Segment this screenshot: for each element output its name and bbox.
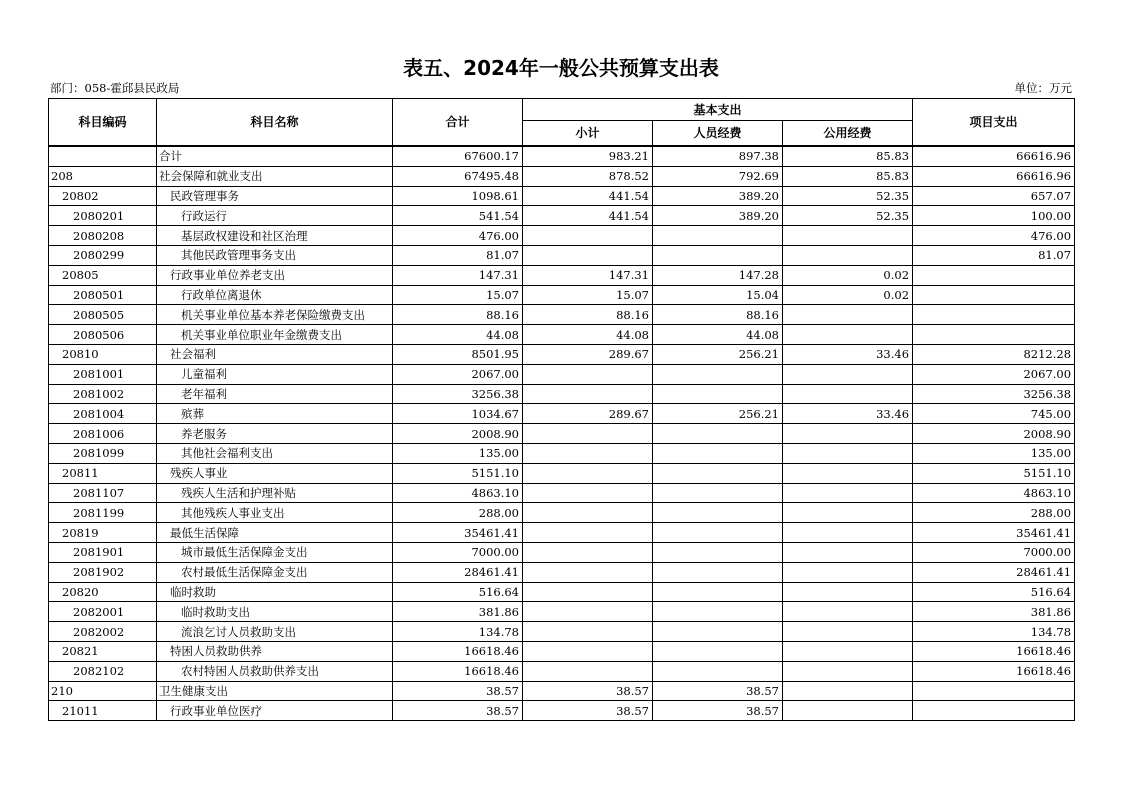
cell-project: 66616.96: [913, 146, 1075, 166]
cell-name: 合计: [157, 146, 393, 166]
cell-personnel: [653, 641, 783, 661]
cell-code: 2080201: [49, 206, 157, 226]
cell-subtotal: [523, 562, 653, 582]
table-row: [49, 681, 1075, 701]
cell-subtotal: 38.57: [523, 701, 653, 721]
table-row: [49, 325, 1075, 345]
cell-total: 67600.17: [393, 146, 523, 166]
cell-personnel: [653, 661, 783, 681]
cell-total: 88.16: [393, 305, 523, 325]
cell-subtotal: 878.52: [523, 166, 653, 186]
cell-public: 33.46: [783, 344, 913, 364]
cell-code: 2080208: [49, 226, 157, 246]
cell-project: 81.07: [913, 245, 1075, 265]
cell-subtotal: 289.67: [523, 344, 653, 364]
cell-public: [783, 523, 913, 543]
cell-project: 135.00: [913, 443, 1075, 463]
cell-personnel: 389.20: [653, 186, 783, 206]
page-title: 表五、2024年一般公共预算支出表: [403, 56, 719, 80]
cell-code: 2082001: [49, 602, 157, 622]
cell-subtotal: 38.57: [523, 681, 653, 701]
cell-code: 2081099: [49, 443, 157, 463]
cell-project: 134.78: [913, 622, 1075, 642]
cell-project: 657.07: [913, 186, 1075, 206]
table-row: [49, 146, 1075, 166]
cell-personnel: [653, 542, 783, 562]
cell-personnel: 256.21: [653, 344, 783, 364]
cell-public: [783, 384, 913, 404]
cell-total: 7000.00: [393, 542, 523, 562]
cell-subtotal: [523, 602, 653, 622]
cell-total: 288.00: [393, 503, 523, 523]
header-name: 科目名称: [157, 99, 393, 147]
cell-project: 2008.90: [913, 424, 1075, 444]
table-row: [49, 582, 1075, 602]
cell-name: 儿童福利: [157, 364, 393, 384]
cell-personnel: 256.21: [653, 404, 783, 424]
cell-personnel: 88.16: [653, 305, 783, 325]
cell-total: 8501.95: [393, 344, 523, 364]
cell-name: 社会保障和就业支出: [157, 166, 393, 186]
cell-public: [783, 602, 913, 622]
cell-subtotal: [523, 463, 653, 483]
cell-name: 民政管理事务: [157, 186, 393, 206]
cell-project: 28461.41: [913, 562, 1075, 582]
cell-total: 2067.00: [393, 364, 523, 384]
cell-total: 541.54: [393, 206, 523, 226]
cell-name: 残疾人生活和护理补贴: [157, 483, 393, 503]
cell-project: [913, 325, 1075, 345]
cell-code: 2081001: [49, 364, 157, 384]
cell-name: 其他残疾人事业支出: [157, 503, 393, 523]
cell-subtotal: 15.07: [523, 285, 653, 305]
header-basic: 基本支出: [523, 99, 913, 121]
cell-code: 208: [49, 166, 157, 186]
cell-project: [913, 305, 1075, 325]
cell-total: 35461.41: [393, 523, 523, 543]
cell-name: 行政事业单位医疗: [157, 701, 393, 721]
cell-subtotal: [523, 661, 653, 681]
cell-public: [783, 661, 913, 681]
cell-name: 卫生健康支出: [157, 681, 393, 701]
cell-code: 2081901: [49, 542, 157, 562]
table-row: [49, 503, 1075, 523]
cell-subtotal: 441.54: [523, 186, 653, 206]
cell-personnel: [653, 503, 783, 523]
cell-public: 33.46: [783, 404, 913, 424]
cell-subtotal: [523, 443, 653, 463]
table-row: [49, 384, 1075, 404]
cell-project: 35461.41: [913, 523, 1075, 543]
cell-name: 残疾人事业: [157, 463, 393, 483]
cell-project: 288.00: [913, 503, 1075, 523]
cell-subtotal: [523, 523, 653, 543]
table-row: [49, 562, 1075, 582]
cell-name: 行政运行: [157, 206, 393, 226]
table-row: [49, 344, 1075, 364]
cell-total: 44.08: [393, 325, 523, 345]
cell-personnel: [653, 245, 783, 265]
cell-subtotal: [523, 503, 653, 523]
cell-project: 476.00: [913, 226, 1075, 246]
cell-name: 流浪乞讨人员救助支出: [157, 622, 393, 642]
table-row: [49, 186, 1075, 206]
cell-name: 行政单位离退休: [157, 285, 393, 305]
cell-personnel: [653, 602, 783, 622]
cell-total: 16618.46: [393, 661, 523, 681]
cell-public: [783, 443, 913, 463]
cell-project: 381.86: [913, 602, 1075, 622]
cell-personnel: [653, 443, 783, 463]
cell-project: 8212.28: [913, 344, 1075, 364]
cell-project: 16618.46: [913, 661, 1075, 681]
cell-name: 特困人员救助供养: [157, 641, 393, 661]
cell-code: 2080299: [49, 245, 157, 265]
cell-public: [783, 582, 913, 602]
cell-personnel: 792.69: [653, 166, 783, 186]
cell-public: [783, 701, 913, 721]
cell-personnel: 44.08: [653, 325, 783, 345]
cell-public: [783, 245, 913, 265]
cell-public: [783, 305, 913, 325]
cell-personnel: 389.20: [653, 206, 783, 226]
cell-project: [913, 701, 1075, 721]
cell-total: 134.78: [393, 622, 523, 642]
table-row: [49, 661, 1075, 681]
budget-table: [48, 98, 1075, 721]
table-row: [49, 226, 1075, 246]
header-total: 合计: [393, 99, 523, 147]
unit-label: 单位：万元: [1014, 81, 1072, 95]
cell-project: 7000.00: [913, 542, 1075, 562]
cell-total: 38.57: [393, 681, 523, 701]
cell-code: 2082102: [49, 661, 157, 681]
table-row: [49, 166, 1075, 186]
cell-public: [783, 226, 913, 246]
cell-subtotal: 441.54: [523, 206, 653, 226]
cell-public: [783, 542, 913, 562]
cell-code: 2081902: [49, 562, 157, 582]
cell-public: 0.02: [783, 285, 913, 305]
cell-public: [783, 641, 913, 661]
cell-code: 2080506: [49, 325, 157, 345]
cell-subtotal: 147.31: [523, 265, 653, 285]
table-body: [49, 146, 1075, 721]
cell-name: 养老服务: [157, 424, 393, 444]
cell-public: 85.83: [783, 166, 913, 186]
cell-code: 2081004: [49, 404, 157, 424]
table-row: [49, 404, 1075, 424]
table-row: [49, 622, 1075, 642]
cell-project: 3256.38: [913, 384, 1075, 404]
cell-total: 38.57: [393, 701, 523, 721]
cell-code: 2081002: [49, 384, 157, 404]
cell-total: 81.07: [393, 245, 523, 265]
cell-code: 20810: [49, 344, 157, 364]
table-row: [49, 206, 1075, 226]
cell-subtotal: [523, 542, 653, 562]
cell-total: 135.00: [393, 443, 523, 463]
cell-personnel: [653, 483, 783, 503]
cell-name: 临时救助: [157, 582, 393, 602]
table-row: [49, 483, 1075, 503]
cell-code: 20819: [49, 523, 157, 543]
cell-public: [783, 503, 913, 523]
header-public: 公用经费: [783, 121, 913, 147]
cell-code: 2080501: [49, 285, 157, 305]
cell-project: 2067.00: [913, 364, 1075, 384]
cell-public: 0.02: [783, 265, 913, 285]
cell-code: 20805: [49, 265, 157, 285]
cell-personnel: 147.28: [653, 265, 783, 285]
cell-project: 100.00: [913, 206, 1075, 226]
table-row: [49, 523, 1075, 543]
cell-subtotal: [523, 364, 653, 384]
cell-name: 农村特困人员救助供养支出: [157, 661, 393, 681]
cell-code: 21011: [49, 701, 157, 721]
cell-total: 381.86: [393, 602, 523, 622]
table-row: [49, 285, 1075, 305]
cell-name: 机关事业单位基本养老保险缴费支出: [157, 305, 393, 325]
cell-public: [783, 562, 913, 582]
table-row: [49, 424, 1075, 444]
cell-total: 516.64: [393, 582, 523, 602]
cell-project: [913, 285, 1075, 305]
cell-total: 3256.38: [393, 384, 523, 404]
header-personnel: 人员经费: [653, 121, 783, 147]
cell-code: 210: [49, 681, 157, 701]
cell-public: [783, 483, 913, 503]
cell-personnel: [653, 582, 783, 602]
cell-personnel: 38.57: [653, 681, 783, 701]
cell-subtotal: [523, 483, 653, 503]
table-row: [49, 364, 1075, 384]
cell-subtotal: [523, 582, 653, 602]
cell-personnel: [653, 523, 783, 543]
cell-public: [783, 424, 913, 444]
cell-project: 745.00: [913, 404, 1075, 424]
cell-subtotal: [523, 622, 653, 642]
table-row: [49, 542, 1075, 562]
cell-total: 476.00: [393, 226, 523, 246]
cell-public: [783, 463, 913, 483]
cell-code: 2080505: [49, 305, 157, 325]
table-row: [49, 305, 1075, 325]
cell-total: 67495.48: [393, 166, 523, 186]
table-row: [49, 463, 1075, 483]
cell-subtotal: 983.21: [523, 146, 653, 166]
cell-personnel: [653, 424, 783, 444]
cell-total: 1098.61: [393, 186, 523, 206]
cell-personnel: [653, 226, 783, 246]
cell-code: 2082002: [49, 622, 157, 642]
cell-total: 16618.46: [393, 641, 523, 661]
cell-subtotal: 44.08: [523, 325, 653, 345]
cell-name: 机关事业单位职业年金缴费支出: [157, 325, 393, 345]
cell-subtotal: [523, 424, 653, 444]
table-row: [49, 701, 1075, 721]
cell-project: 16618.46: [913, 641, 1075, 661]
cell-subtotal: [523, 641, 653, 661]
cell-personnel: 38.57: [653, 701, 783, 721]
cell-project: 516.64: [913, 582, 1075, 602]
cell-personnel: [653, 622, 783, 642]
header-code: 科目编码: [49, 99, 157, 147]
cell-project: 66616.96: [913, 166, 1075, 186]
cell-name: 老年福利: [157, 384, 393, 404]
cell-total: 2008.90: [393, 424, 523, 444]
cell-code: 20821: [49, 641, 157, 661]
cell-public: [783, 364, 913, 384]
cell-personnel: [653, 384, 783, 404]
cell-project: 5151.10: [913, 463, 1075, 483]
cell-name: 社会福利: [157, 344, 393, 364]
cell-total: 15.07: [393, 285, 523, 305]
cell-public: [783, 681, 913, 701]
cell-name: 其他社会福利支出: [157, 443, 393, 463]
cell-code: 20820: [49, 582, 157, 602]
cell-public: 52.35: [783, 206, 913, 226]
cell-total: 28461.41: [393, 562, 523, 582]
table-row: [49, 443, 1075, 463]
table-row: [49, 641, 1075, 661]
cell-personnel: [653, 463, 783, 483]
cell-project: [913, 681, 1075, 701]
cell-code: 2081107: [49, 483, 157, 503]
department-label: 部门：058-霍邱县民政局: [50, 81, 180, 95]
header-project: 项目支出: [913, 99, 1075, 147]
cell-personnel: [653, 364, 783, 384]
cell-code: [49, 146, 157, 166]
header-subtotal: 小计: [523, 121, 653, 147]
cell-personnel: 15.04: [653, 285, 783, 305]
cell-subtotal: 88.16: [523, 305, 653, 325]
cell-subtotal: [523, 245, 653, 265]
cell-public: [783, 622, 913, 642]
cell-name: 基层政权建设和社区治理: [157, 226, 393, 246]
cell-project: 4863.10: [913, 483, 1075, 503]
cell-name: 其他民政管理事务支出: [157, 245, 393, 265]
cell-public: [783, 325, 913, 345]
cell-subtotal: [523, 226, 653, 246]
cell-name: 城市最低生活保障金支出: [157, 542, 393, 562]
cell-project: [913, 265, 1075, 285]
table-row: [49, 245, 1075, 265]
cell-subtotal: 289.67: [523, 404, 653, 424]
cell-personnel: 897.38: [653, 146, 783, 166]
cell-name: 殡葬: [157, 404, 393, 424]
cell-public: 85.83: [783, 146, 913, 166]
cell-personnel: [653, 562, 783, 582]
cell-name: 最低生活保障: [157, 523, 393, 543]
cell-subtotal: [523, 384, 653, 404]
table-row: [49, 602, 1075, 622]
cell-public: 52.35: [783, 186, 913, 206]
cell-code: 2081199: [49, 503, 157, 523]
cell-code: 20802: [49, 186, 157, 206]
cell-code: 20811: [49, 463, 157, 483]
cell-total: 147.31: [393, 265, 523, 285]
cell-code: 2081006: [49, 424, 157, 444]
cell-name: 行政事业单位养老支出: [157, 265, 393, 285]
cell-name: 临时救助支出: [157, 602, 393, 622]
cell-name: 农村最低生活保障金支出: [157, 562, 393, 582]
table-row: [49, 265, 1075, 285]
cell-total: 4863.10: [393, 483, 523, 503]
cell-total: 1034.67: [393, 404, 523, 424]
cell-total: 5151.10: [393, 463, 523, 483]
